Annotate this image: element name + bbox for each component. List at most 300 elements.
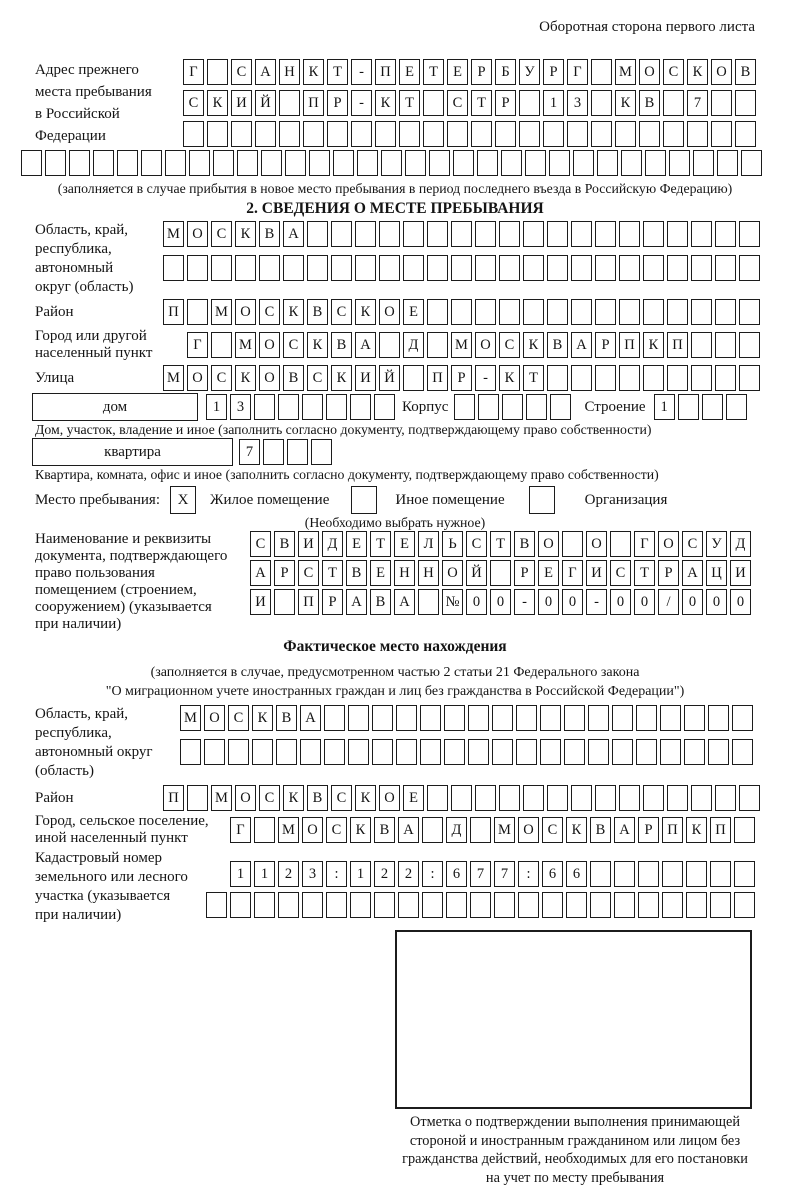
grid-cell — [302, 394, 323, 420]
grid-cell — [610, 531, 631, 557]
caption-line: на учет по месту пребывания — [365, 1169, 785, 1187]
grid-cell: 7 — [470, 861, 491, 887]
grid-cell — [494, 892, 515, 918]
grid-cell: К — [350, 817, 371, 843]
grid-cell — [492, 739, 513, 765]
grid-cell: В — [276, 705, 297, 731]
grid-cell: В — [639, 90, 660, 116]
grid-cell — [211, 255, 232, 281]
grid-cell — [564, 705, 585, 731]
grid-row-address-3 — [183, 121, 759, 147]
grid-cell: 3 — [302, 861, 323, 887]
grid-cell: М — [211, 299, 232, 325]
grid-cell: К — [566, 817, 587, 843]
grid-cell — [547, 299, 568, 325]
checkbox-inoe — [351, 486, 377, 514]
grid-cell: К — [355, 785, 376, 811]
grid-cell: 0 — [706, 589, 727, 615]
grid-cell: 2 — [398, 861, 419, 887]
grid-cell: Й — [466, 560, 487, 586]
grid-cell: О — [379, 299, 400, 325]
grid-cell — [254, 817, 275, 843]
grid-cell — [614, 892, 635, 918]
grid-cell: Т — [423, 59, 444, 85]
grid-cell: К — [615, 90, 636, 116]
grid-cell: В — [370, 589, 391, 615]
grid-cell: К — [499, 365, 520, 391]
grid-cell — [471, 121, 492, 147]
grid-cell: В — [514, 531, 535, 557]
grid-cell — [204, 739, 225, 765]
grid-cell: О — [302, 817, 323, 843]
grid-cell: У — [519, 59, 540, 85]
grid-cell — [475, 785, 496, 811]
grid-cell — [327, 121, 348, 147]
grid-cell: О — [204, 705, 225, 731]
grid-cell: 3 — [567, 90, 588, 116]
grid-cell — [588, 739, 609, 765]
oblast-label — [35, 221, 163, 297]
kvartira-caption: Квартира, комната, офис и иное (заполнить согласно документу, подтверждающему право собственности) — [0, 467, 800, 483]
grid-cell — [499, 785, 520, 811]
grid-cell: Е — [394, 531, 415, 557]
grid-cell: 0 — [538, 589, 559, 615]
label-line: Кадастровый номер — [35, 849, 230, 868]
grid-cell: Ц — [706, 560, 727, 586]
grid-cell — [207, 59, 228, 85]
grid-cell: О — [711, 59, 732, 85]
kvartira-box: квартира — [32, 438, 233, 466]
factual-gorod-label — [35, 813, 230, 847]
grid-cell: С — [259, 299, 280, 325]
label-line: Город или другой — [35, 328, 163, 345]
grid-cell: 7 — [687, 90, 708, 116]
grid-cell — [278, 892, 299, 918]
grid-cell — [252, 739, 273, 765]
grid-cell: П — [710, 817, 731, 843]
grid-cell: К — [375, 90, 396, 116]
grid-cell: С — [231, 59, 252, 85]
grid-cell — [403, 365, 424, 391]
grid-cell — [691, 299, 712, 325]
label-line: участка (указывается — [35, 887, 230, 906]
grid-cell — [547, 365, 568, 391]
grid-cell — [543, 121, 564, 147]
grid-cell: К — [207, 90, 228, 116]
caption-line: гражданства действий, необходимых для его постановки — [365, 1150, 785, 1169]
grid-cell — [189, 150, 210, 176]
grid-cell — [588, 705, 609, 731]
grid-cell — [399, 121, 420, 147]
grid-cell: И — [250, 589, 271, 615]
grid-cell — [595, 255, 616, 281]
label-line: автономный — [35, 259, 163, 278]
kadastr-label — [35, 849, 230, 925]
grid-cell: 6 — [542, 861, 563, 887]
label-line: при наличии) — [35, 616, 250, 633]
oblast-grid — [163, 221, 763, 281]
grid-cell — [141, 150, 162, 176]
grid-cell: А — [355, 332, 376, 358]
grid-cell — [228, 739, 249, 765]
grid-cell — [691, 332, 712, 358]
grid-cell — [562, 531, 583, 557]
grid-cell — [662, 892, 683, 918]
grid-cell: Г — [562, 560, 583, 586]
grid-cell: О — [518, 817, 539, 843]
grid-cell: Б — [495, 59, 516, 85]
label-line: в Российской — [35, 103, 183, 125]
label-line: места пребывания — [35, 81, 183, 103]
grid-cell — [687, 121, 708, 147]
grid-cell: 1 — [654, 394, 675, 420]
prev-address-grid — [183, 59, 759, 147]
grid-cell: Р — [638, 817, 659, 843]
grid-cell — [542, 892, 563, 918]
grid-cell: М — [235, 332, 256, 358]
grid-cell — [643, 365, 664, 391]
factual-gorod-block — [0, 813, 800, 847]
grid-row-address-4 — [21, 150, 800, 176]
grid-cell: А — [250, 560, 271, 586]
section2-heading: 2. СВЕДЕНИЯ О МЕСТЕ ПРЕБЫВАНИЯ — [0, 199, 800, 219]
grid-cell — [396, 705, 417, 731]
confirmation-stamp-box — [395, 930, 752, 1109]
grid-row-address-2 — [183, 90, 759, 116]
grid-cell: С — [183, 90, 204, 116]
label-line: Область, край, — [35, 221, 163, 240]
grid-cell: Н — [394, 560, 415, 586]
grid-cell: Т — [634, 560, 655, 586]
grid-cell: Р — [595, 332, 616, 358]
label-line: помещением (строением, — [35, 582, 250, 599]
grid-cell — [691, 255, 712, 281]
grid-row-factual-raion — [163, 785, 763, 811]
label-line: Наименование и реквизиты — [35, 531, 250, 548]
grid-cell — [213, 150, 234, 176]
grid-cell: А — [283, 221, 304, 247]
grid-cell: Р — [514, 560, 535, 586]
grid-cell — [372, 739, 393, 765]
grid-cell — [405, 150, 426, 176]
grid-cell — [549, 150, 570, 176]
grid-cell — [667, 365, 688, 391]
grid-cell — [311, 439, 332, 465]
grid-cell — [693, 150, 714, 176]
grid-cell — [663, 121, 684, 147]
grid-cell — [427, 785, 448, 811]
grid-cell — [183, 121, 204, 147]
grid-cell — [470, 817, 491, 843]
grid-cell — [307, 221, 328, 247]
grid-cell — [525, 150, 546, 176]
grid-cell: С — [610, 560, 631, 586]
grid-cell: М — [163, 365, 184, 391]
grid-cell — [165, 150, 186, 176]
grid-cell: О — [259, 332, 280, 358]
prev-address-caption: (заполняется в случае прибытия в новое место пребывания в период последнего въезда в Российскую Федерацию) — [0, 181, 800, 197]
grid-cell — [211, 332, 232, 358]
grid-cell — [643, 221, 664, 247]
mesto-label: Место пребывания: — [35, 492, 160, 509]
grid-cell — [451, 255, 472, 281]
grid-cell — [379, 255, 400, 281]
grid-cell — [614, 861, 635, 887]
grid-cell — [206, 892, 227, 918]
grid-cell — [429, 150, 450, 176]
grid-cell — [540, 739, 561, 765]
kadastr-block — [0, 849, 800, 925]
grid-cell: Ь — [442, 531, 463, 557]
grid-cell: А — [614, 817, 635, 843]
grid-cell: Д — [446, 817, 467, 843]
grid-cell — [669, 150, 690, 176]
grid-cell — [645, 150, 666, 176]
grid-cell — [684, 705, 705, 731]
grid-cell: С — [663, 59, 684, 85]
grid-cell — [453, 150, 474, 176]
grid-cell — [663, 90, 684, 116]
grid-cell — [667, 299, 688, 325]
grid-cell — [715, 255, 736, 281]
grid-cell: И — [231, 90, 252, 116]
ulitsa-block — [0, 365, 800, 391]
grid-cell: А — [571, 332, 592, 358]
grid-cell: 0 — [610, 589, 631, 615]
grid-cell: П — [375, 59, 396, 85]
grid-cell — [595, 365, 616, 391]
caption-line: стороной и иностранным гражданином или лицом без — [365, 1132, 785, 1151]
kadastr-grid — [230, 861, 758, 918]
grid-cell: О — [259, 365, 280, 391]
grid-cell: Р — [322, 589, 343, 615]
grid-cell: 1 — [206, 394, 227, 420]
grid-cell: О — [235, 785, 256, 811]
grid-cell: Е — [370, 560, 391, 586]
grid-cell — [478, 394, 499, 420]
grid-cell — [423, 121, 444, 147]
grid-cell: В — [259, 221, 280, 247]
grid-cell — [702, 394, 723, 420]
grid-cell — [619, 785, 640, 811]
grid-cell: - — [351, 59, 372, 85]
grid-cell — [255, 121, 276, 147]
caption-line: Отметка о подтверждении выполнения принимающей — [365, 1113, 785, 1132]
grid-cell: К — [303, 59, 324, 85]
grid-cell — [739, 365, 760, 391]
grid-cell — [348, 705, 369, 731]
grid-cell — [571, 365, 592, 391]
grid-cell: С — [283, 332, 304, 358]
grid-cell — [444, 705, 465, 731]
grid-cell — [287, 439, 308, 465]
label-line: автономный округ — [35, 743, 180, 762]
grid-cell: С — [211, 221, 232, 247]
factual-note-2: "О миграционном учете иностранных граждан и лиц без гражданства в Российской Федерации") — [0, 682, 800, 701]
grid-cell: В — [346, 560, 367, 586]
grid-cell — [21, 150, 42, 176]
grid-cell: А — [394, 589, 415, 615]
grid-cell: С — [326, 817, 347, 843]
grid-cell: М — [494, 817, 515, 843]
grid-cell: Г — [187, 332, 208, 358]
grid-cell: Д — [403, 332, 424, 358]
grid-cell — [278, 394, 299, 420]
grid-cell — [403, 255, 424, 281]
grid-cell: В — [374, 817, 395, 843]
oblast-block — [0, 221, 800, 297]
grid-cell: Н — [418, 560, 439, 586]
grid-cell: Г — [634, 531, 655, 557]
grid-cell — [254, 394, 275, 420]
grid-cell — [638, 892, 659, 918]
grid-cell — [686, 861, 707, 887]
grid-cell: С — [250, 531, 271, 557]
grid-cell: В — [283, 365, 304, 391]
label-line: Адрес прежнего — [35, 59, 183, 81]
grid-cell — [590, 892, 611, 918]
grid-cell: А — [255, 59, 276, 85]
grid-cell — [667, 785, 688, 811]
grid-cell — [326, 892, 347, 918]
grid-cell — [643, 255, 664, 281]
grid-cell: В — [274, 531, 295, 557]
grid-cell — [523, 299, 544, 325]
grid-cell: П — [163, 299, 184, 325]
grid-cell — [643, 299, 664, 325]
grid-cell: Е — [399, 59, 420, 85]
grid-cell: 3 — [230, 394, 251, 420]
grid-cell — [274, 589, 295, 615]
grid-cell: П — [427, 365, 448, 391]
grid-cell — [691, 785, 712, 811]
grid-cell — [423, 90, 444, 116]
label-line: республика, — [35, 724, 180, 743]
grid-cell — [715, 785, 736, 811]
grid-cell: 0 — [730, 589, 751, 615]
grid-cell — [564, 739, 585, 765]
grid-cell: С — [466, 531, 487, 557]
grid-cell — [261, 150, 282, 176]
grid-cell — [726, 394, 747, 420]
factual-raion-label: Район — [35, 789, 163, 808]
grid-cell: Г — [230, 817, 251, 843]
grid-cell — [451, 299, 472, 325]
grid-cell: К — [307, 332, 328, 358]
grid-cell — [739, 255, 760, 281]
grid-cell — [502, 394, 523, 420]
grid-cell — [307, 255, 328, 281]
grid-cell — [263, 439, 284, 465]
grid-cell: К — [331, 365, 352, 391]
grid-cell: Р — [543, 59, 564, 85]
grid-cell — [667, 255, 688, 281]
grid-row-kadastr-1 — [230, 861, 758, 887]
grid-cell — [446, 892, 467, 918]
grid-cell — [566, 892, 587, 918]
grid-cell: А — [682, 560, 703, 586]
grid-cell — [69, 150, 90, 176]
grid-cell: Т — [370, 531, 391, 557]
grid-cell — [660, 705, 681, 731]
grid-cell: К — [355, 299, 376, 325]
grid-cell — [279, 121, 300, 147]
grid-cell — [331, 221, 352, 247]
grid-cell — [324, 739, 345, 765]
grid-cell — [93, 150, 114, 176]
grid-cell — [300, 739, 321, 765]
grid-cell: Р — [495, 90, 516, 116]
grid-cell: Н — [279, 59, 300, 85]
grid-cell — [715, 221, 736, 247]
grid-cell: - — [586, 589, 607, 615]
page-title: Оборотная сторона первого листа — [0, 18, 800, 37]
raion-block — [0, 299, 800, 325]
gorod-block — [0, 328, 800, 362]
grid-cell — [591, 59, 612, 85]
grid-cell — [547, 255, 568, 281]
grid-cell: С — [682, 531, 703, 557]
grid-cell — [711, 90, 732, 116]
grid-cell — [259, 255, 280, 281]
grid-cell: П — [619, 332, 640, 358]
grid-cell — [526, 394, 547, 420]
grid-cell — [597, 150, 618, 176]
grid-row-korpus — [454, 394, 574, 420]
grid-cell — [660, 739, 681, 765]
grid-cell — [309, 150, 330, 176]
grid-cell — [547, 221, 568, 247]
kvartira-row — [0, 438, 800, 466]
grid-cell — [326, 394, 347, 420]
grid-cell — [636, 739, 657, 765]
grid-cell: О — [586, 531, 607, 557]
grid-cell — [187, 785, 208, 811]
grid-cell — [739, 299, 760, 325]
stroenie-label: Строение — [584, 399, 645, 416]
grid-cell — [739, 332, 760, 358]
grid-cell — [684, 739, 705, 765]
grid-cell: С — [499, 332, 520, 358]
grid-cell: О — [379, 785, 400, 811]
grid-cell — [711, 121, 732, 147]
grid-cell — [348, 739, 369, 765]
grid-cell: К — [283, 299, 304, 325]
grid-cell: О — [639, 59, 660, 85]
grid-row-ulitsa — [163, 365, 763, 391]
label-line: право пользования — [35, 565, 250, 582]
label-line: при наличии) — [35, 906, 230, 925]
grid-cell: : — [422, 861, 443, 887]
grid-cell: К — [687, 59, 708, 85]
grid-cell — [420, 739, 441, 765]
grid-cell: С — [542, 817, 563, 843]
grid-cell: У — [706, 531, 727, 557]
label-line: республика, — [35, 240, 163, 259]
prev-address-label — [35, 59, 183, 147]
grid-cell — [612, 739, 633, 765]
grid-row-oblast-2 — [163, 255, 763, 281]
grid-cell — [279, 90, 300, 116]
grid-cell: О — [538, 531, 559, 557]
grid-cell — [612, 705, 633, 731]
grid-cell: / — [658, 589, 679, 615]
grid-row-raion — [163, 299, 763, 325]
grid-cell — [187, 255, 208, 281]
factual-heading: Фактическое место нахождения — [0, 637, 800, 657]
factual-raion-block — [0, 785, 800, 811]
grid-cell — [499, 255, 520, 281]
